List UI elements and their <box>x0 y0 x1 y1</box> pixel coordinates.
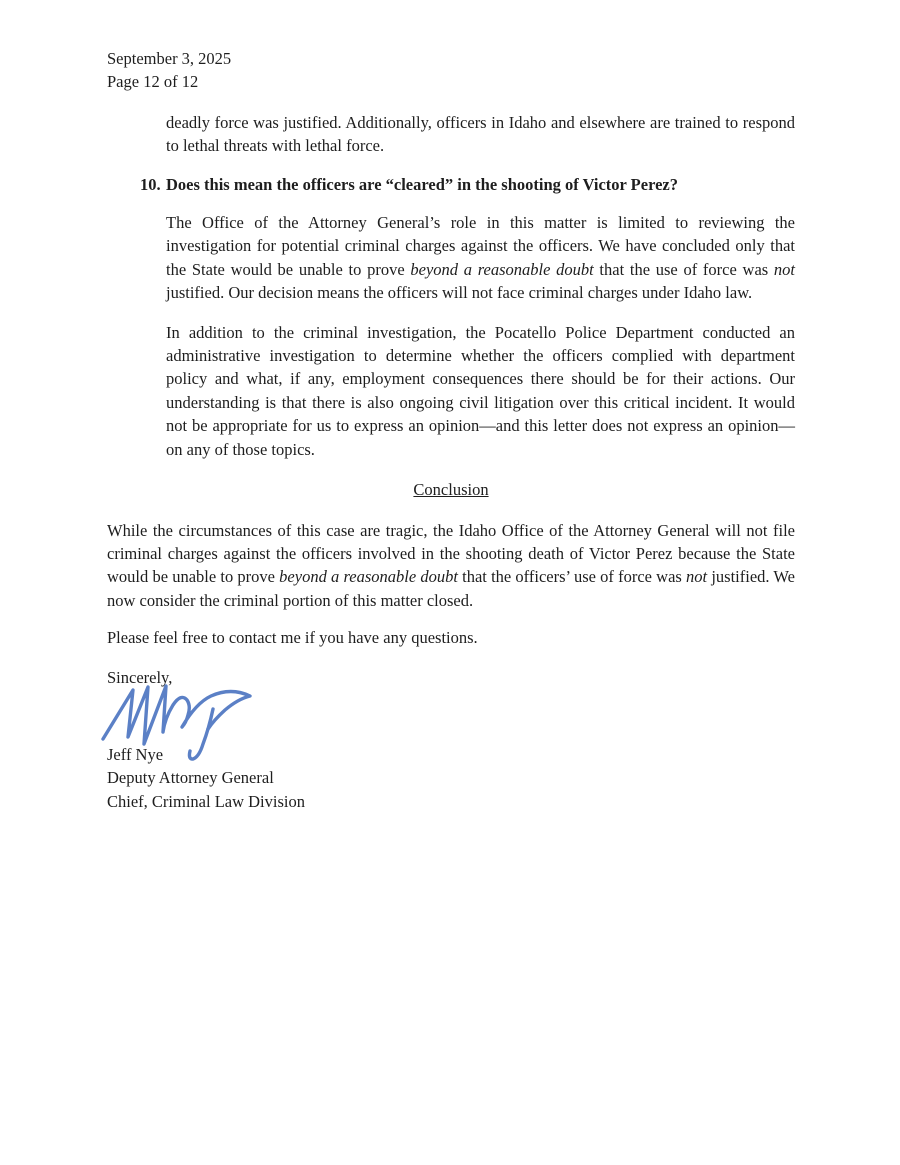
signature-area <box>107 689 795 743</box>
signer-title-2: Chief, Criminal Law Division <box>107 791 305 811</box>
salutation: Sincerely, <box>107 667 173 687</box>
conclusion-heading: Conclusion <box>413 480 489 500</box>
page-header <box>107 47 795 94</box>
handwritten-signature-icon <box>101 682 261 772</box>
question-text: Does this mean the officers are “cleared” in the shooting of Victor Perez? <box>166 174 679 194</box>
question-number: 10. <box>140 174 161 194</box>
header-page-number: Page 12 of 12 <box>107 72 199 92</box>
continuation-paragraph: deadly force was justified. Additionally, officers in Idaho and elsewhere are trained to respond to lethal threats with lethal force. <box>166 112 795 156</box>
conclusion-paragraph: While the circumstances of this case are tragic, the Idaho Office of the Attorney General will not file criminal charges against the officers involved in the shooting death of Victor Perez because the State would be unable to prove beyond a reasonable doubt that the officers’ use of force was not justified. We now consider the criminal portion of this matter closed. <box>107 520 796 610</box>
header-date: September 3, 2025 <box>107 49 232 68</box>
closing-block <box>107 666 795 814</box>
answer-paragraph-1: The Office of the Attorney General’s role in this matter is limited to reviewing the investigation for potential criminal charges against the officers. We have concluded only that the State would be unable to prove beyond a reasonable doubt that the use of force was not justified. Our decision means the officers will not face criminal charges under Idaho law. <box>166 213 796 303</box>
contact-line: Please feel free to contact me if you have any questions. <box>107 628 478 648</box>
answer-paragraph-2: In addition to the criminal investigation, the Pocatello Police Department conducted an administrative investigation to determine whether the officers complied with department policy and what, if any, employment consequences there should be for their actions. Our understanding is that there is also ongoing civil litigation over this critical incident. It would not be appropriate for us to express an opinion—and this letter does not express an opinion—on any of those topics. <box>166 322 795 459</box>
signer-title-1: Deputy Attorney General <box>107 768 274 788</box>
letter-content <box>107 47 795 813</box>
signer-name: Jeff Nye <box>107 744 164 764</box>
question-heading <box>107 173 795 196</box>
